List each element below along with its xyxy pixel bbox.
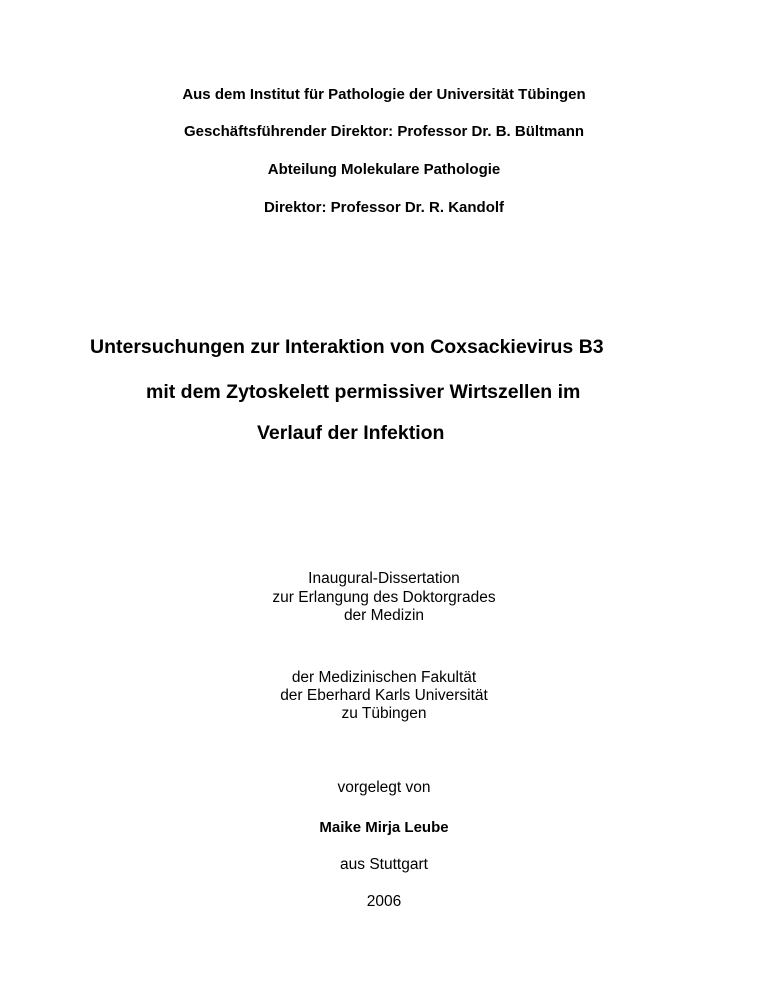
department-director-line: Direktor: Professor Dr. R. Kandolf xyxy=(263,199,505,216)
origin-line: aus Stuttgart xyxy=(340,856,428,873)
title-line-2: mit dem Zytoskelett permissiver Wirtszellen im xyxy=(146,381,581,403)
presented-by-line: vorgelegt von xyxy=(337,779,431,796)
institute-line: Aus dem Institut für Pathologie der Universität Tübingen xyxy=(182,86,586,103)
title-line-1: Untersuchungen zur Interaktion von Coxsackievirus B3 xyxy=(90,336,604,358)
dissertation-line-1: Inaugural-Dissertation xyxy=(308,570,460,587)
managing-director-line: Geschäftsführender Direktor: Professor Dr. B. Bültmann xyxy=(183,123,585,140)
title-line-3: Verlauf der Infektion xyxy=(257,422,445,444)
faculty-line-1: der Medizinischen Fakultät xyxy=(291,669,477,686)
dissertation-line-2: zur Erlangung des Doktorgrades xyxy=(272,589,496,606)
faculty-line-3: zu Tübingen xyxy=(341,705,427,722)
faculty-line-2: der Eberhard Karls Universität xyxy=(280,687,488,704)
author-name: Maike Mirja Leube xyxy=(319,819,449,836)
year-line: 2006 xyxy=(366,893,402,910)
department-line: Abteilung Molekulare Pathologie xyxy=(267,161,501,178)
dissertation-line-3: der Medizin xyxy=(343,607,425,624)
